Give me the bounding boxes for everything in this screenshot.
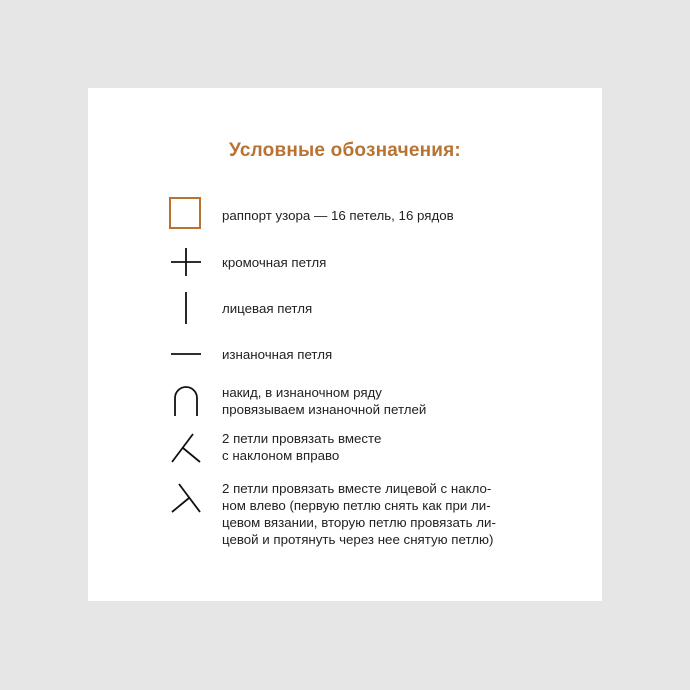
legend-item-text: кромочная петля (222, 255, 327, 270)
ssk-left-icon (166, 478, 206, 518)
yarn-over-arch-icon (166, 380, 206, 420)
knit-stitch-vertical-icon (166, 288, 206, 328)
legend-item-text: 2 петли провязать вместе с наклоном вправо (222, 431, 382, 463)
legend-item-text: 2 петли провязать вместе лицевой с накло- ном влево (первую петлю снять как при ли- цевом вязании, вторую петлю провязать ли- цевой и протянуть через нее снятую петлю) (222, 481, 496, 547)
legend-card (88, 88, 602, 601)
k2tog-right-icon (166, 428, 206, 468)
rapport-square-icon (166, 194, 206, 234)
edge-stitch-plus-icon (166, 242, 206, 282)
purl-stitch-horizontal-icon (166, 334, 206, 374)
legend-item-text: раппорт узора — 16 петель, 16 рядов (222, 208, 454, 223)
legend-item-text: лицевая петля (222, 301, 313, 316)
legend-title: Условные обозначения: (229, 140, 461, 161)
legend-item-text: накид, в изнаночном ряду провязываем изнаночной петлей (222, 385, 427, 417)
legend-item-text: изнаночная петля (222, 347, 333, 362)
